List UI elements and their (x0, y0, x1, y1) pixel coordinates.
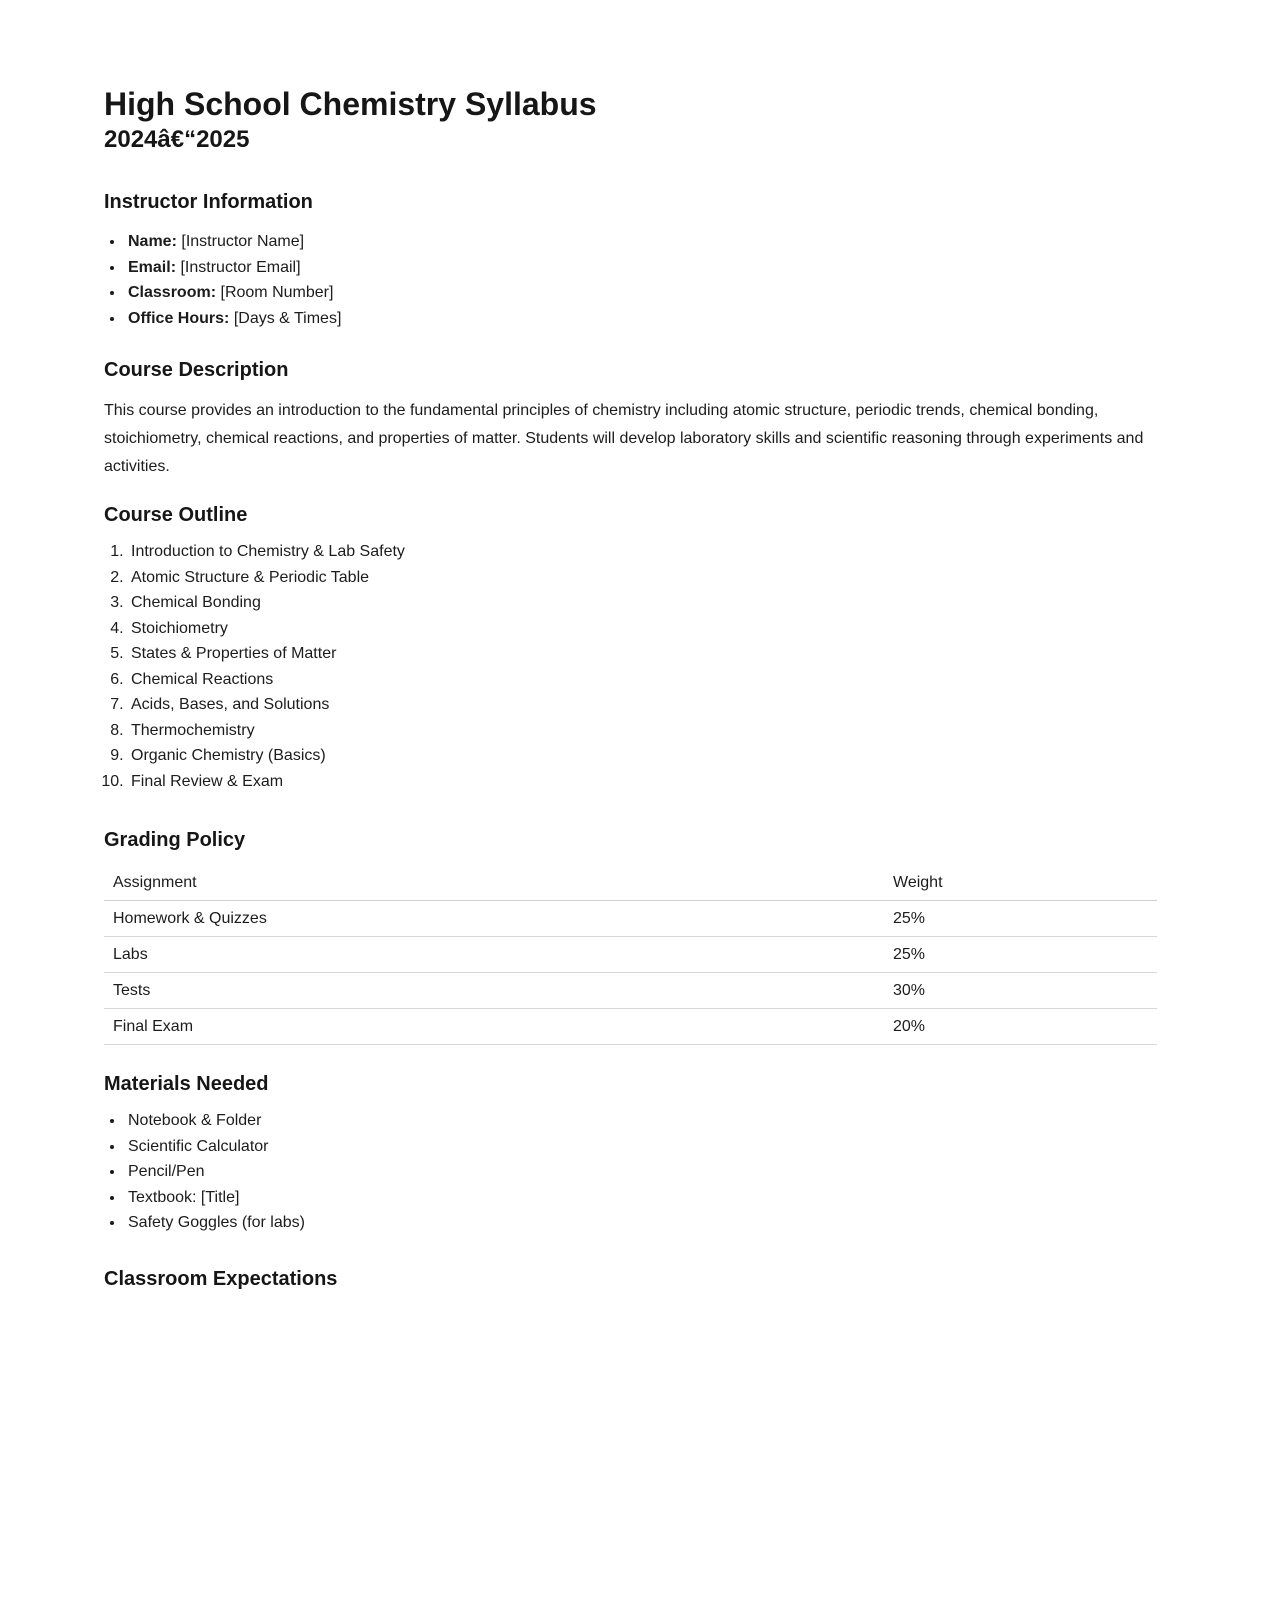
field-value: [Instructor Name] (181, 233, 305, 251)
column-header-assignment: Assignment (104, 865, 884, 901)
weight-cell: 20% (884, 1009, 1157, 1045)
section-heading-classroom-expectations: Classroom Expectations (104, 1267, 338, 1290)
table-row (104, 901, 1157, 937)
section-heading-course-description: Course Description (104, 359, 289, 382)
assignment-cell: Final Exam (104, 1009, 884, 1045)
list-item: 8. Thermochemistry (128, 718, 1157, 744)
field-label: Classroom: (128, 284, 217, 302)
assignment-cell: Homework & Quizzes (104, 901, 884, 937)
materials-needed-list (104, 1108, 1157, 1236)
field-value: [Days & Times] (233, 309, 342, 327)
section-heading-materials-needed: Materials Needed (104, 1073, 269, 1096)
weight-cell: 25% (884, 937, 1157, 973)
list-item: • Scientific Calculator (125, 1134, 1157, 1160)
syllabus-document (104, 0, 1157, 1291)
list-item: 10. Final Review & Exam (128, 769, 1157, 795)
document-subtitle: 2024â€“2025 (104, 126, 250, 154)
table-row (104, 973, 1157, 1009)
column-header-weight: Weight (884, 865, 1157, 901)
section-heading-instructor-information: Instructor Information (104, 191, 313, 214)
field-label: Email: (128, 258, 177, 276)
list-item: 2. Atomic Structure & Periodic Table (128, 565, 1157, 591)
grading-policy-table (104, 865, 1157, 1045)
assignment-cell: Tests (104, 973, 884, 1009)
list-item (125, 229, 1157, 255)
section-heading-course-outline: Course Outline (104, 504, 248, 527)
field-label: Office Hours: (128, 309, 230, 327)
list-item (125, 306, 1157, 332)
course-description-text: This course provides an introduction to the fundamental principles of chemistry including atomic structure, periodic trends, chemical bonding, stoichiometry, chemical reactions, and properties of matter. Students will develop laboratory skills and scientific reasoning through experiments and activities. (104, 402, 1144, 476)
course-outline-list (104, 539, 1157, 794)
field-value: [Instructor Email] (180, 258, 301, 276)
list-item (125, 280, 1157, 306)
field-value: [Room Number] (220, 284, 334, 302)
list-item: 9. Organic Chemistry (Basics) (128, 743, 1157, 769)
list-item (125, 255, 1157, 281)
assignment-cell: Labs (104, 937, 884, 973)
table-row (104, 937, 1157, 973)
table-header-row (104, 865, 1157, 901)
list-item: 1. Introduction to Chemistry & Lab Safety (128, 539, 1157, 565)
page-title: High School Chemistry Syllabus (104, 86, 597, 122)
field-label: Name: (128, 233, 177, 251)
list-item: 6. Chemical Reactions (128, 667, 1157, 693)
list-item: 7. Acids, Bases, and Solutions (128, 692, 1157, 718)
instructor-info-list (104, 229, 1157, 331)
table-row (104, 1009, 1157, 1045)
list-item: • Textbook: [Title] (125, 1185, 1157, 1211)
weight-cell: 25% (884, 901, 1157, 937)
list-item: • Pencil/Pen (125, 1159, 1157, 1185)
list-item: • Notebook & Folder (125, 1108, 1157, 1134)
list-item: 3. Chemical Bonding (128, 590, 1157, 616)
weight-cell: 30% (884, 973, 1157, 1009)
list-item: • Safety Goggles (for labs) (125, 1210, 1157, 1236)
list-item: 5. States & Properties of Matter (128, 641, 1157, 667)
list-item: 4. Stoichiometry (128, 616, 1157, 642)
section-heading-grading-policy: Grading Policy (104, 829, 246, 852)
